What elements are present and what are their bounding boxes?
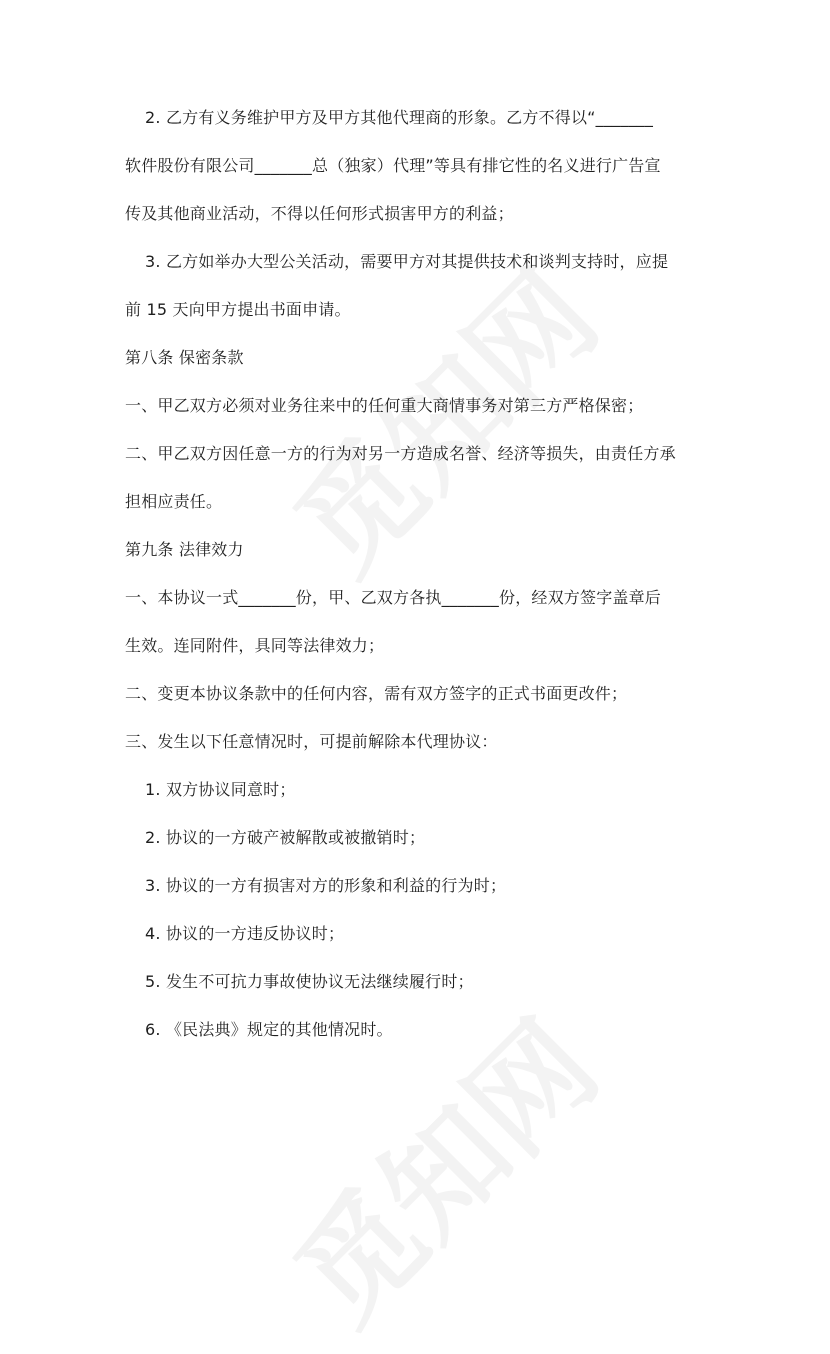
article-8-heading: 第八条 保密条款 [125, 348, 244, 367]
article-9-item-3: 三、发生以下任意情况时，可提前解除本代理协议： [125, 732, 498, 751]
article-8-item-2-line-2: 担相应责任。 [125, 492, 223, 511]
article-9-item-2: 二、变更本协议条款中的任何内容，需有双方签字的正式书面更改件； [125, 684, 628, 703]
article-8-item-1: 一、甲乙双方必须对业务往来中的任何重大商情事务对第三方严格保密； [125, 396, 644, 415]
clause-7-item-2-line-3: 传及其他商业活动，不得以任何形式损害甲方的利益； [125, 204, 514, 223]
clause-7-item-2-line-1: 2. 乙方有义务维护甲方及甲方其他代理商的形象。乙方不得以“_______ [145, 108, 654, 127]
article-9-item-1-line-2: 生效。连同附件，具同等法律效力； [125, 636, 385, 655]
clause-7-item-3-line-1: 3. 乙方如举办大型公关活动，需要甲方对其提供技术和谈判支持时，应提 [145, 252, 669, 271]
clause-7-item-3-line-2: 前 15 天向甲方提出书面申请。 [125, 300, 351, 319]
clause-7-item-2-line-2: 软件股份有限公司_______总（独家）代理”等具有排它性的名义进行广告宣 [125, 156, 661, 175]
termination-condition-6: 6. 《民法典》规定的其他情况时。 [145, 1020, 393, 1039]
termination-condition-5: 5. 发生不可抗力事故使协议无法继续履行时； [145, 972, 474, 991]
article-9-item-1-line-1: 一、本协议一式_______份，甲、乙双方各执_______份，经双方签字盖章后 [125, 588, 662, 607]
article-9-heading: 第九条 法律效力 [125, 540, 244, 559]
termination-condition-3: 3. 协议的一方有损害对方的形象和利益的行为时； [145, 876, 507, 895]
termination-condition-4: 4. 协议的一方违反协议时； [145, 924, 345, 943]
article-8-item-2-line-1: 二、甲乙双方因任意一方的行为对另一方造成名誉、经济等损失，由责任方承 [125, 444, 676, 463]
termination-condition-2: 2. 协议的一方破产被解散或被撤销时； [145, 828, 426, 847]
termination-condition-1: 1. 双方协议同意时； [145, 780, 296, 799]
